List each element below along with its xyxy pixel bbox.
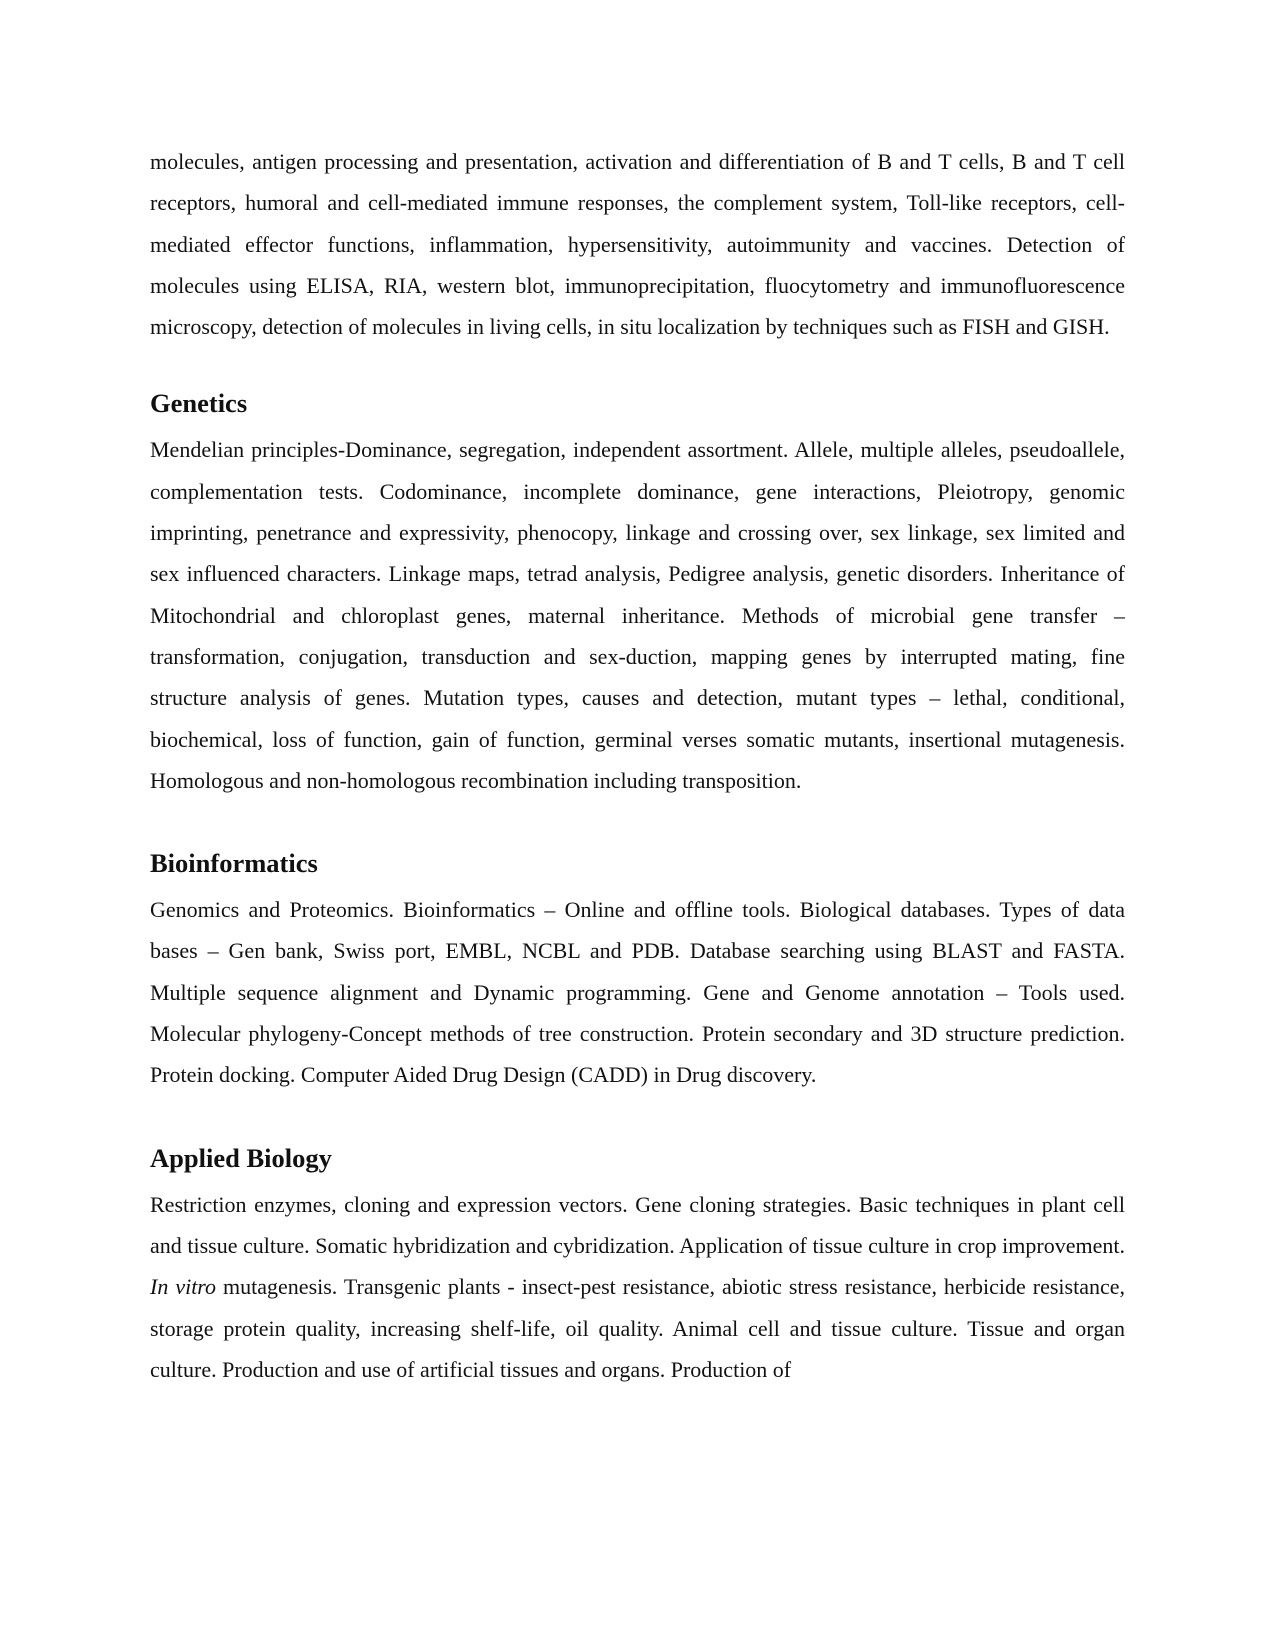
genetics-paragraph: Mendelian principles-Dominance, segregation, independent assortment. Allele, multiple alleles, pseudoallele, complementation tests. Codominance, incomplete dominance, gene interactions, Pleiotropy, genomic imprinting, penetrance and expressivity, phenocopy, linkage and crossing over, sex linkage, sex limited and sex influenced characters. Linkage maps, tetrad analysis, Pedigree analysis, genetic disorders. Inheritance of Mitochondrial and chloroplast genes, maternal inheritance. Methods of microbial gene transfer – transformation, conjugation, transduction and sex-duction, mapping genes by interrupted mating, fine structure analysis of genes. Mutation types, causes and detection, mutant types – lethal, conditional, biochemical, loss of function, gain of function, germinal verses somatic mutants, insertional mutagenesis. Homologous and non-homologous recombination including transposition.	[150, 437, 1125, 793]
document-page	[150, 141, 1125, 1390]
in-vitro-italic: In vitro	[150, 1274, 217, 1300]
bioinformatics-heading: Bioinformatics	[150, 848, 318, 879]
bioinformatics-paragraph: Genomics and Proteomics. Bioinformatics – Online and offline tools. Biological databases. Types of data bases – Gen bank, Swiss port, EMBL, NCBL and PDB. Database searching using BLAST and FASTA. Multiple sequence alignment and Dynamic programming. Gene and Genome annotation – Tools used. Molecular phylogeny-Concept methods of tree construction. Protein secondary and 3D structure prediction. Protein docking. Computer Aided Drug Design (CADD) in Drug discovery.	[150, 897, 1125, 1088]
applied-biology-heading: Applied Biology	[150, 1142, 332, 1173]
intro-paragraph: molecules, antigen processing and presentation, activation and differentiation of B and T cells, B and T cell receptors, humoral and cell-mediated immune responses, the complement system, Toll-like receptors, cell-mediated effector functions, inflammation, hypersensitivity, autoimmunity and vaccines. Detection of molecules using ELISA, RIA, western blot, immunoprecipitation, fluocytometry and immunofluorescence microscopy, detection of molecules in living cells, in situ localization by techniques such as FISH and GISH.	[150, 149, 1125, 340]
applied-biology-text-end: mutagenesis. Transgenic plants - insect-pest resistance, abiotic stress resistance, herbicide resistance, storage protein quality, increasing shelf-life, oil quality. Animal cell and tissue culture. Tissue and organ culture. Production and use of artificial tissues and organs. Production of	[150, 1274, 1126, 1382]
genetics-heading: Genetics	[150, 388, 248, 419]
applied-biology-text-start: Restriction enzymes, cloning and expression vectors. Gene cloning strategies. Basic techniques in plant cell and tissue culture. Somatic hybridization and cybridization. Application of tissue culture in crop improvement.	[150, 1191, 1125, 1258]
applied-biology-paragraph	[150, 1184, 1125, 1390]
